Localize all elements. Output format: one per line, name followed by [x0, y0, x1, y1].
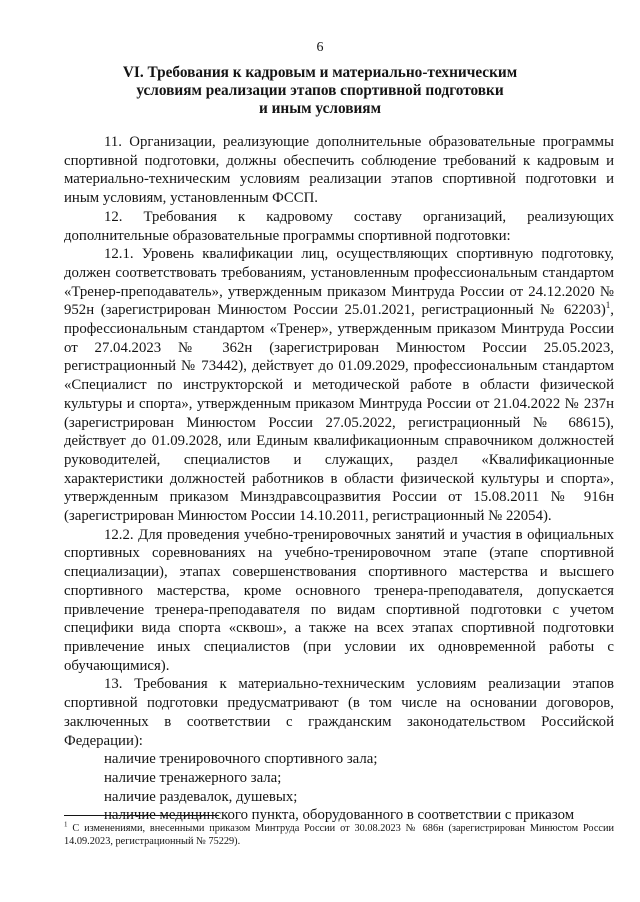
footnote [64, 822, 614, 848]
list-item: наличие медицинского пункта, оборудованного в соответствии с приказом [104, 807, 575, 824]
list-item: наличие тренировочного спортивного зала; [104, 751, 378, 768]
list-item: наличие тренажерного зала; [104, 769, 282, 786]
paragraph-12: 12. Требования к кадровому составу организаций, реализующих дополнительные образовательные программы спортивной подготовки: [64, 208, 614, 244]
section-title [90, 64, 550, 118]
footnote-divider [64, 815, 219, 816]
paragraph-text: 12.1. Уровень квалификации лиц, осуществляющих спортивную подготовку, должен соответствовать требованиям, установленным профессиональным стандартом «Тренер-преподаватель», утвержденным приказом Минтруда России от 24.12.2020 № 952н (зарегистрирован Минюстом России 25.01.2021, регистрационный № 62203) [64, 246, 614, 319]
paragraph-12-1 [64, 245, 614, 526]
paragraph-13: 13. Требования к материально-техническим условиям реализации этапов спортивной подготовки предусматривают (в том числе на основании договоров, заключенных в соответствии с гражданским законодательством Российской Федерации): [64, 676, 614, 749]
document-body [64, 133, 614, 825]
footnote-marker: 1 [64, 820, 68, 829]
footnote-text: С изменениями, внесенными приказом Минтруда России от 30.08.2023 № 686н (зарегистрирован Минюстом России 14.09.2023, регистрационный № 75229). [64, 823, 614, 847]
paragraph-12-2: 12.2. Для проведения учебно-тренировочных занятий и участия в официальных спортивных соревнованиях на учебно-тренировочном этапе (этапе спортивной специализации), этапах совершенствования спортивного мастерства и высшего спортивного мастерства, кроме основного тренера-преподавателя, допускается привлечение тренера-преподавателя по видам спортивной подготовки с учетом специфики вида спорта «сквош», а также на всех этапах спортивной подготовки привлечение иных специалистов (при условии их одновременной работы с обучающимися). [64, 526, 614, 674]
footnote-reference: 1 [605, 300, 611, 311]
list-item: наличие раздевалок, душевых; [104, 788, 298, 805]
paragraph-text: , профессиональным стандартом «Тренер», утвержденным приказом Минтруда России от 27.04.2023 № 362н (зарегистрирован Минюстом России 25.05.2023, регистрационный № 73442), действует до 01.09.2029, профессиональным стандартом «Специалист по инструкторской и методической работе в области физической культуры и спорта», утвержденным приказом Минтруда России от 21.04.2022 № 237н (зарегистрирован Минюстом России 27.05.2022, регистрационный № 68615), действует до 01.09.2028, или Единым квалификационным справочником должностей руководителей, специалистов и служащих, раздел «Квалификационные характеристики должностей работников в области физической культуры и спорта», утвержденным приказом Минздравсоцразвития России от 15.08.2011 № 916н (зарегистрирован Минюстом России 14.10.2011, регистрационный № 22054). [64, 302, 614, 525]
page-number: 6 [316, 40, 324, 55]
paragraph-11: 11. Организации, реализующие дополнительные образовательные программы спортивной подготовки, должны обеспечить соблюдение требований к кадровым и материально-техническим условиям реализации этапов спортивной подготовки и иным условиям, установленным ФССП. [64, 134, 614, 207]
section-title-line: условиям реализации этапов спортивной подготовки [136, 82, 504, 99]
section-title-line: и иным условиям [258, 100, 382, 117]
section-title-line: VI. Требования к кадровым и материально-техническим [122, 64, 518, 81]
